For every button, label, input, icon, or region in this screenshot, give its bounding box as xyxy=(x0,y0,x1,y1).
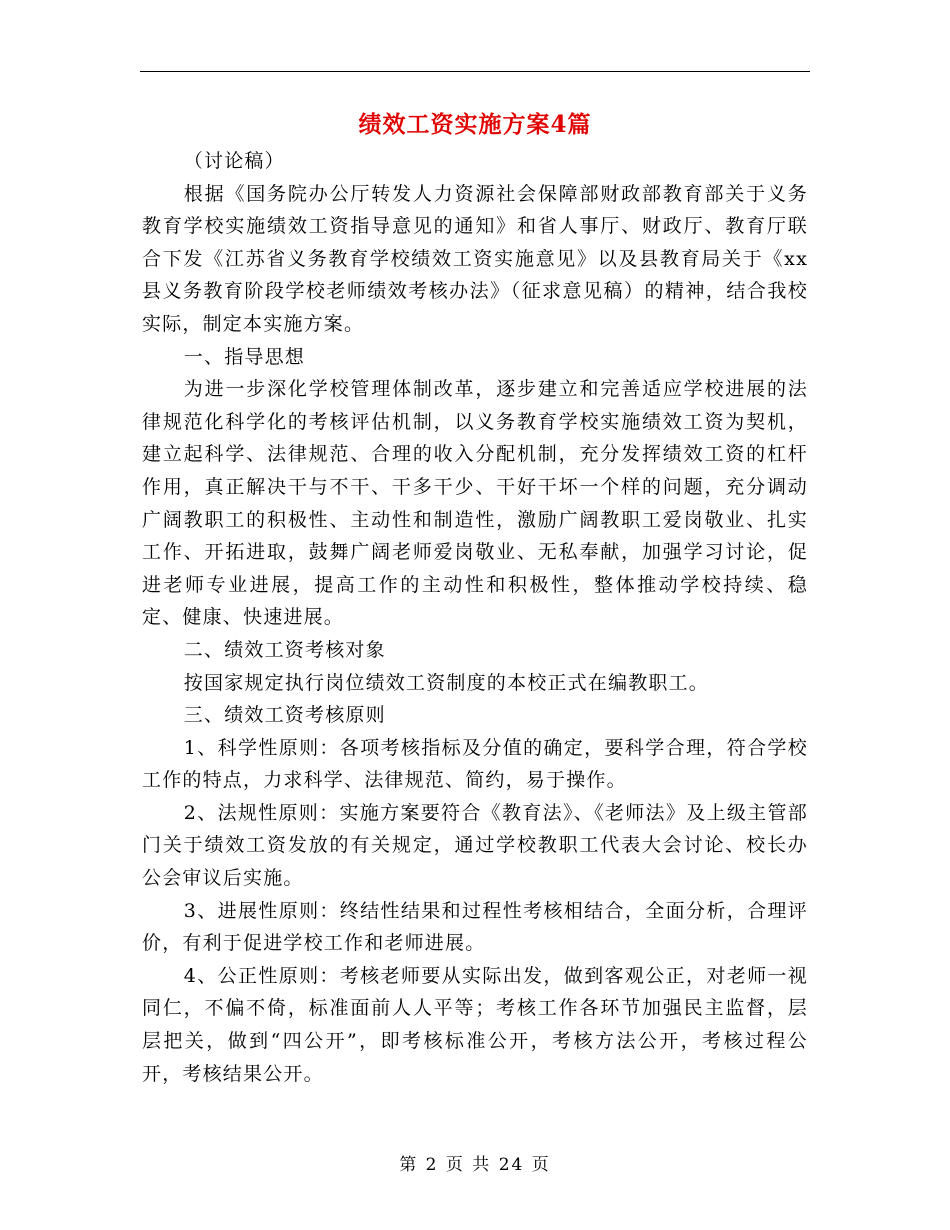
paragraph-principle-legal: 2、法规性原则：实施方案要符合《教育法》、《老师法》及上级主管部门关于绩效工资发放的有关规定，通过学校教职工代表大会讨论、校长办公会审议后实施。 xyxy=(142,801,808,890)
section-heading-assessment-targets: 二、绩效工资考核对象 xyxy=(183,638,386,661)
section-heading-assessment-principles: 三、绩效工资考核原则 xyxy=(183,704,386,727)
footer-total-pages: 24 xyxy=(498,1155,525,1175)
paragraph-principle-development: 3、进展性原则：终结性结果和过程性考核相结合，全面分析，合理评价，有利于促进学校工作和老师进展。 xyxy=(142,899,808,955)
paragraph-principle-fairness: 4、公正性原则：考核老师要从实际出发，做到客观公正，对老师一视同仁，不偏不倚，标准面前人人平等；考核工作各环节加强民主监督，层层把关，做到“四公开”，即考核标准公开，考核方法公开，考核过程公开，考核结果公开。 xyxy=(142,964,808,1085)
paragraph-principle-scientific: 1、科学性原则：各项考核指标及分值的确定，要科学合理，符合学校工作的特点，力求科学、法律规范、简约，易于操作。 xyxy=(142,736,808,792)
footer-page-number: 2 xyxy=(425,1155,439,1175)
document-body xyxy=(142,145,808,1090)
paragraph-guiding-ideology: 为进一步深化学校管理体制改革，逐步建立和完善适应学校进展的法律规范化科学化的考核评估机制，以义务教育学校实施绩效工资为契机，建立起科学、法律规范、合理的收入分配机制，充分发挥绩效工资的杠杆作用，真正解决干与不干、干多干少、干好干坏一个样的问题，充分调动广阔教职工的积极性、主动性和制造性，激励广阔教职工爱岗敬业、扎实工作、开拓进取，鼓舞广阔老师爱岗敬业、无私奉献，加强学习讨论，促进老师专业进展，提高工作的主动性和积极性，整体推动学校持续、稳定、健康、快速进展。 xyxy=(142,378,808,629)
paragraph-draft-note: （讨论稿） xyxy=(183,150,285,172)
page-footer xyxy=(0,1152,950,1178)
section-heading-guiding-ideology: 一、指导思想 xyxy=(183,345,305,368)
footer-suffix: 页 xyxy=(531,1155,551,1175)
footer-middle: 页 共 xyxy=(445,1155,492,1175)
document-title: 绩效工资实施方案4篇 xyxy=(358,111,592,138)
footer-prefix: 第 xyxy=(399,1155,419,1175)
paragraph-intro: 根据《国务院办公厅转发人力资源社会保障部财政部教育部关于义务教育学校实施绩效工资指导意见的通知》和省人事厅、财政厅、教育厅联合下发《江苏省义务教育学校绩效工资实施意见》以及县教育局关于《xx县义务教育阶段学校老师绩效考核办法》（征求意见稿）的精神，结合我校实际，制定本实施方案。 xyxy=(142,182,808,335)
paragraph-assessment-targets: 按国家规定执行岗位绩效工资制度的本校正式在编教职工。 xyxy=(183,671,709,694)
header-rule xyxy=(140,71,810,72)
